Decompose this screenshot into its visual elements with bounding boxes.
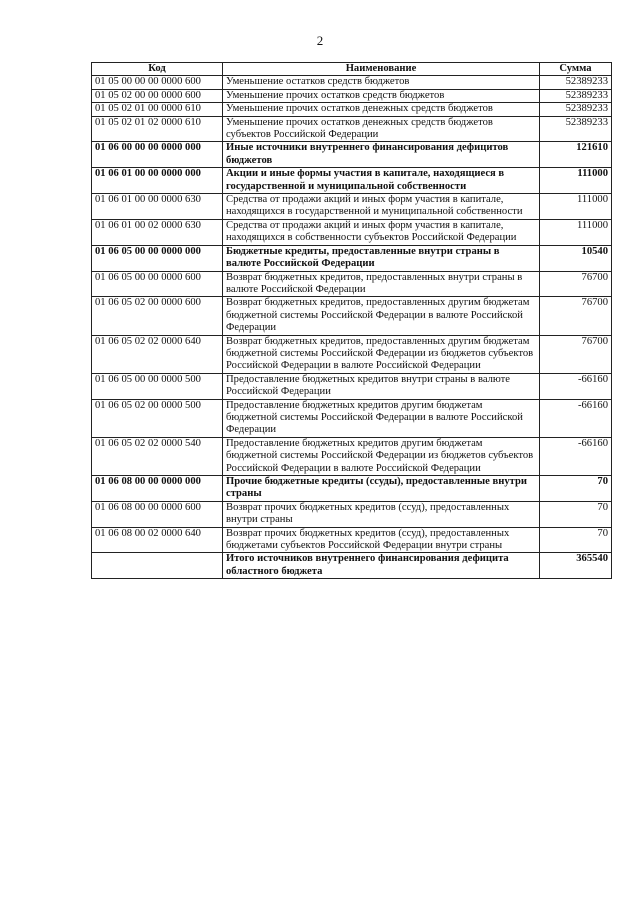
sum-cell: 76700 — [540, 271, 612, 297]
table-row — [92, 194, 612, 220]
table-row — [92, 271, 612, 297]
code-cell: 01 06 08 00 02 0000 640 — [92, 527, 223, 553]
name-cell: Уменьшение остатков средств бюджетов — [223, 76, 540, 89]
sum-cell: 52389233 — [540, 76, 612, 89]
code-cell: 01 05 02 01 02 0000 610 — [92, 116, 223, 142]
sum-cell: 76700 — [540, 297, 612, 335]
sum-cell: 121610 — [540, 142, 612, 168]
sum-cell: -66160 — [540, 437, 612, 475]
table-row — [92, 219, 612, 245]
table-row — [92, 76, 612, 89]
code-cell: 01 06 05 00 00 0000 500 — [92, 373, 223, 399]
code-cell: 01 06 00 00 00 0000 000 — [92, 142, 223, 168]
code-cell — [92, 553, 223, 579]
page-number: 2 — [316, 33, 324, 48]
code-cell: 01 06 08 00 00 0000 000 — [92, 476, 223, 502]
table-row — [92, 527, 612, 553]
code-cell: 01 06 05 00 00 0000 000 — [92, 245, 223, 271]
name-cell: Итого источников внутреннего финансирования дефицита областного бюджета — [223, 553, 540, 579]
table-row — [92, 89, 612, 102]
sum-cell: 52389233 — [540, 103, 612, 116]
table-row — [92, 297, 612, 335]
name-cell: Уменьшение прочих остатков средств бюджетов — [223, 89, 540, 102]
code-cell: 01 05 02 00 00 0000 600 — [92, 89, 223, 102]
table-row — [92, 553, 612, 579]
sum-cell: 111000 — [540, 219, 612, 245]
name-cell: Акции и иные формы участия в капитале, находящиеся в государственной и муниципальной собственности — [223, 168, 540, 194]
name-cell: Прочие бюджетные кредиты (ссуды), предоставленные внутри страны — [223, 476, 540, 502]
header-sum: Сумма — [540, 63, 612, 76]
name-cell: Уменьшение прочих остатков денежных средств бюджетов — [223, 103, 540, 116]
header-name: Наименование — [223, 63, 540, 76]
table-row — [92, 335, 612, 373]
name-cell: Возврат бюджетных кредитов, предоставленных внутри страны в валюте Российской Федерации — [223, 271, 540, 297]
code-cell: 01 06 05 02 00 0000 600 — [92, 297, 223, 335]
code-cell: 01 05 00 00 00 0000 600 — [92, 76, 223, 89]
table-row — [92, 399, 612, 437]
name-cell: Бюджетные кредиты, предоставленные внутри страны в валюте Российской Федерации — [223, 245, 540, 271]
table-row — [92, 168, 612, 194]
sum-cell: 52389233 — [540, 116, 612, 142]
code-cell: 01 06 01 00 00 0000 630 — [92, 194, 223, 220]
name-cell: Возврат прочих бюджетных кредитов (ссуд), предоставленных бюджетами субъектов Российской Федерации внутри страны — [223, 527, 540, 553]
code-cell: 01 06 05 00 00 0000 600 — [92, 271, 223, 297]
sources-table — [91, 62, 612, 579]
code-cell: 01 06 01 00 02 0000 630 — [92, 219, 223, 245]
table-row — [92, 245, 612, 271]
code-cell: 01 06 05 02 02 0000 540 — [92, 437, 223, 475]
header-code: Код — [92, 63, 223, 76]
table-row — [92, 437, 612, 475]
table-row — [92, 373, 612, 399]
sum-cell: 365540 — [540, 553, 612, 579]
sum-cell: 52389233 — [540, 89, 612, 102]
name-cell: Уменьшение прочих остатков денежных средств бюджетов субъектов Российской Федерации — [223, 116, 540, 142]
sum-cell: -66160 — [540, 399, 612, 437]
sum-cell: 76700 — [540, 335, 612, 373]
name-cell: Возврат прочих бюджетных кредитов (ссуд), предоставленных внутри страны — [223, 501, 540, 527]
code-cell: 01 06 08 00 00 0000 600 — [92, 501, 223, 527]
table-row — [92, 142, 612, 168]
name-cell: Предоставление бюджетных кредитов внутри страны в валюте Российской Федерации — [223, 373, 540, 399]
table-row — [92, 103, 612, 116]
sum-cell: 111000 — [540, 194, 612, 220]
name-cell: Средства от продажи акций и иных форм участия в капитале, находящихся в собственности субъектов Российской Федерации — [223, 219, 540, 245]
name-cell: Возврат бюджетных кредитов, предоставленных другим бюджетам бюджетной системы Российской Федерации из бюджетов субъектов Российской Федерации в валюте Российской Федерации — [223, 335, 540, 373]
sum-cell: 10540 — [540, 245, 612, 271]
table-row — [92, 116, 612, 142]
name-cell: Предоставление бюджетных кредитов другим бюджетам бюджетной системы Российской Федерации из бюджетов субъектов Российской Федерации в валюте Российской Федерации — [223, 437, 540, 475]
code-cell: 01 05 02 01 00 0000 610 — [92, 103, 223, 116]
name-cell: Иные источники внутреннего финансирования дефицитов бюджетов — [223, 142, 540, 168]
sum-cell: 111000 — [540, 168, 612, 194]
code-cell: 01 06 01 00 00 0000 000 — [92, 168, 223, 194]
sum-cell: 70 — [540, 476, 612, 502]
code-cell: 01 06 05 02 02 0000 640 — [92, 335, 223, 373]
name-cell: Средства от продажи акций и иных форм участия в капитале, находящихся в государственной и муниципальной собственности — [223, 194, 540, 220]
table-header-row — [92, 63, 612, 76]
name-cell: Возврат бюджетных кредитов, предоставленных другим бюджетам бюджетной системы Российской Федерации в валюте Российской Федерации — [223, 297, 540, 335]
sum-cell: 70 — [540, 501, 612, 527]
sum-cell: 70 — [540, 527, 612, 553]
code-cell: 01 06 05 02 00 0000 500 — [92, 399, 223, 437]
name-cell: Предоставление бюджетных кредитов другим бюджетам бюджетной системы Российской Федерации в валюте Российской Федерации — [223, 399, 540, 437]
table-row — [92, 476, 612, 502]
sum-cell: -66160 — [540, 373, 612, 399]
table-row — [92, 501, 612, 527]
